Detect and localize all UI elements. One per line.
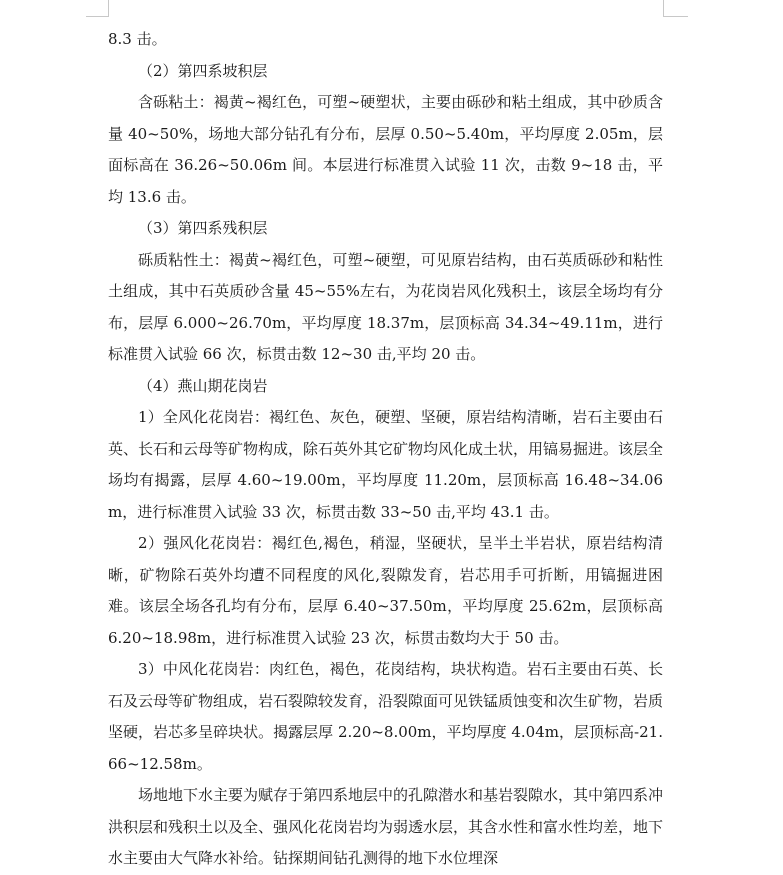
paragraph-continuation: 8.3 击。 bbox=[108, 30, 167, 48]
crop-mark-top-left bbox=[86, 0, 109, 17]
paragraph-gravelly-cohesive-soil: 砾质粘性土：褐黄~褐红色，可塑~硬塑，可见原岩结构，由石英质砾砂和粘性土组成，其中石英质砂含量 45~55%左右，为花岗岩风化残积土，该层全场均有分布，层厚 6.000~26.70m，平均厚度 18.37m，层顶标高 34.34~49.11m，进行标准贯入试验 66 次，标贯击数 12~30 击,平均 20 击。 bbox=[108, 250, 663, 363]
paragraph-groundwater: 场地地下水主要为赋存于第四系地层中的孔隙潜水和基岩裂隙水，其中第四系冲洪积层和残积土以及全、强风化花岗岩均为弱透水层，其含水性和富水性均差，地下水主要由大气降水补给。钻探期间钻孔测得的地下水位埋深 bbox=[108, 786, 664, 867]
paragraph-strongly-weathered-granite: 2）强风化花岗岩：褐红色,褐色，稍湿，坚硬状，呈半土半岩状，原岩结构清晰，矿物除石英外均遭不同程度的风化,裂隙发育，岩芯用手可折断，用镐掘进困难。该层全场各孔均有分布，层厚 6.40~37.50m，平均厚度 25.62m，层顶标高 6.20~18.98m，进行标准贯入试验 23 次，标贯击数均大于 50 击。 bbox=[108, 534, 663, 647]
section-heading-granite: （4）燕山期花岗岩 bbox=[138, 376, 268, 395]
paragraph-fully-weathered-granite: 1）全风化花岗岩：褐红色、灰色，硬塑、坚硬，原岩结构清晰，岩石主要由石英、长石和云母等矿物构成，除石英外其它矿物均风化成土状，用镐易掘进。该层全场均有揭露，层厚 4.60~19.00m，平均厚度 11.20m，层顶标高 16.48~34.06m，进行标准贯入试验 33 次，标贯击数 33~50 击,平均 43.1 击。 bbox=[108, 408, 664, 521]
section-heading-slope-deposit: （2）第四系坡积层 bbox=[138, 61, 268, 80]
section-heading-residual-layer: （3）第四系残积层 bbox=[138, 219, 268, 237]
document-page bbox=[108, 24, 663, 875]
paragraph-gravelly-clay: 含砾粘土：褐黄~褐红色，可塑~硬塑状，主要由砾砂和粘土组成，其中砂质含量 40~50%，场地大部分钻孔有分布，层厚 0.50~5.40m，平均厚度 2.05m，层面标高在 36.26~50.06m 间。本层进行标准贯入试验 11 次，击数 9~18 击，平均 13.6 击。 bbox=[108, 93, 663, 206]
paragraph-moderately-weathered-granite: 3）中风化花岗岩：肉红色，褐色，花岗结构，块状构造。岩石主要由石英、长石及云母等矿物组成，岩石裂隙较发育，沿裂隙面可见铁锰质蚀变和次生矿物，岩质坚硬，岩芯多呈碎块状。揭露层厚 2.20~8.00m，平均厚度 4.04m，层顶标高-21.66~12.58m。 bbox=[108, 660, 664, 773]
crop-mark-top-right bbox=[663, 0, 688, 17]
